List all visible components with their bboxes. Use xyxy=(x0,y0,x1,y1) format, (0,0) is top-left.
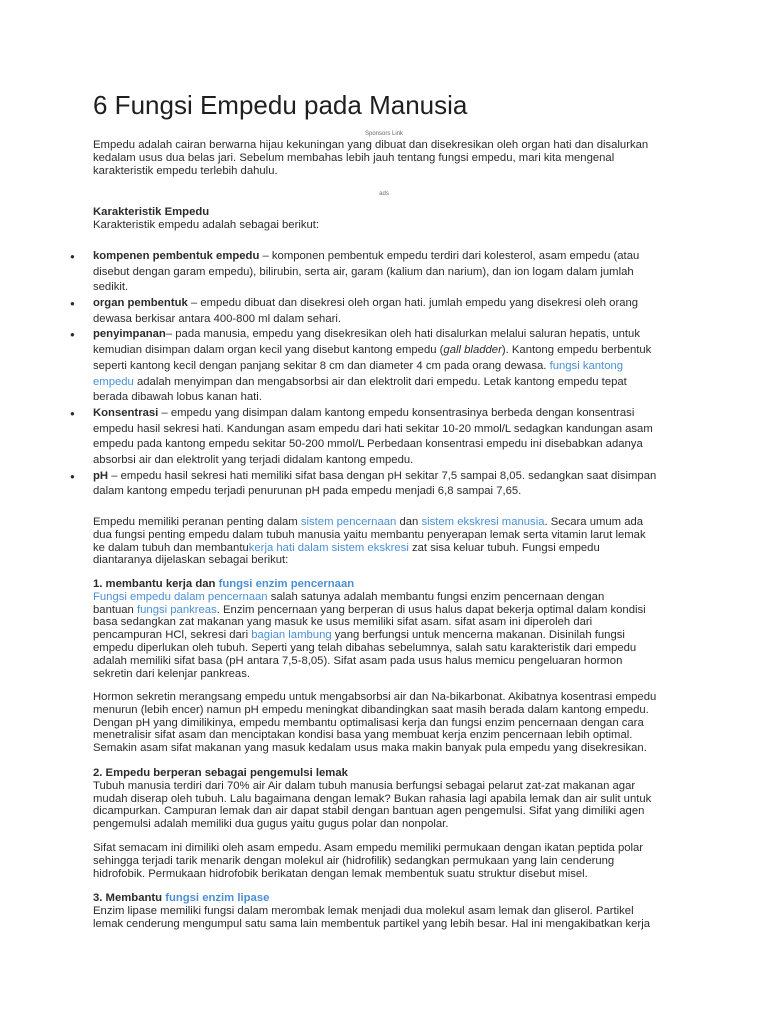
text-line: hidrofobik. Permukaan hidrofobik berikatan dengan lemak membentuk suatu struktur disebut misel. xyxy=(93,867,588,880)
role-paragraph: Empedu memiliki peranan penting dalam sistem pencernaan dan sistem ekskresi manusia. Secara umum ada dua fungsi penting empedu dalam tubuh manusia yaitu membantu penyerapan lemak serta vitamin larut lemak ke dalam tubuh dan membantukerja hati dalam sistem ekskresi zat sisa keluar tubuh. Fungsi empedu diantaranya dijelaskan sebagai berikut: xyxy=(93,516,675,567)
hormon-paragraph xyxy=(93,691,675,755)
text-line: pengemulsi adalah memiliki dua gugus yaitu gugus polar dan nonpolar. xyxy=(93,818,449,831)
link-bagian-lambung[interactable]: bagian lambung xyxy=(251,629,332,642)
bullet-icon: ● xyxy=(70,252,75,261)
list-term: organ pembentuk xyxy=(93,297,188,310)
characteristics-intro xyxy=(93,206,675,232)
sponsor-label: Sponsors Link xyxy=(364,131,404,137)
text-line: absorbsi air dan elektrolit yang terjadi didalam kantong empedu. xyxy=(93,453,414,466)
text-line: menurun (lebih encer) namun pH empedu meningkat dibandingkan saat masih berada dalam kantong empedu. xyxy=(93,703,649,716)
list-item: ● Konsentrasi – empedu yang disimpan dalam kantong empedu konsentrasinya berbeda dengan konsentrasi empedu hasil sekresi hati. Kandungan asam empedu dari hati sekitar 10-20 mmol/L sedagkan kandungan asam empedu pada kantong empedu sekitar 50-200 mmol/L Perbedaan konsentrasi empedu ini disebabkan adanya absorbsi air dan elektrolit yang terjadi didalam kantong empedu. xyxy=(70,406,675,469)
text-line: mudah diserap oleh tubuh. Lalu bagaimana dengan lemak? Bukan rahasia lagi apabila lemak dan air sulit untuk xyxy=(93,792,652,805)
text-line: karakteristik empedu terlebih dahulu. xyxy=(93,164,278,177)
text-line: dicampurkan. Campuran lemak dan air dapat stabil dengan bantuan agen pengemulsi. Sifat yang dimiliki agen xyxy=(93,805,645,818)
section-heading: 1. membantu kerja dan fungsi enzim pencernaan xyxy=(93,578,355,590)
text-line: Enzim lipase memiliki fungsi dalam merombak lemak menjadi dua molekul asam lemak dan gliserol. Partikel xyxy=(93,904,634,917)
text-line: Dengan pH yang dimilikinya, empedu membantu optimalisasi kerja dan fungsi enzim pencernaan dengan cara xyxy=(93,716,644,729)
page-title: 6 Fungsi Empedu pada Manusia xyxy=(93,90,468,120)
text-line: berada dibawah lobus kanan hati. xyxy=(93,391,262,404)
link-fungsi-kantong-empedu[interactable]: fungsi kantong xyxy=(549,359,624,372)
list-term: penyimpanan xyxy=(93,328,166,341)
sabun-paragraph xyxy=(93,842,675,880)
section-heading: Karakteristik Empedu xyxy=(93,206,210,218)
bullet-icon: ● xyxy=(70,471,75,481)
list-term: kompenen pembentuk empedu xyxy=(93,250,260,262)
text-line: sekretin dari kelenjar pankreas. xyxy=(93,667,250,680)
text-line: lemak cenderung mengumpul satu sama lain membentuk partikel yang lebih besar. Hal ini mengakibatkan kerja xyxy=(93,917,650,930)
text-line: sedikit. xyxy=(93,281,129,294)
link-kerja-hati[interactable]: kerja hati dalam sistem ekskresi xyxy=(248,541,409,554)
section-heading: 3. Membantu fungsi enzim lipase xyxy=(93,892,270,904)
list-term: pH xyxy=(93,469,109,482)
text-line: menetralisir sifat asam dan menciptakan kondisi basa yang membuat kerja enzim pencernaan lebih optimal. xyxy=(93,729,633,742)
text-line: empedu pada kantong empedu sekitar 50-200 mmol/L Perbedaan konsentrasi empedu ini disebabkan adanya xyxy=(93,438,643,451)
bullet-icon: ● xyxy=(70,408,75,418)
link-fungsi-empedu-pencernaan[interactable]: Fungsi empedu dalam pencernaan xyxy=(93,590,268,603)
ads-label: ads xyxy=(379,191,389,197)
text-line: Hormon sekretin merangsang empedu untuk mengabsorbsi air dan Na-bikarbonat. Akibatnya kosentrasi empedu xyxy=(93,691,657,703)
text-line: basa sedangkan zat makanan yang masuk ke usus memiliki sifat asam. sifat asam ini diperoleh dari xyxy=(93,616,593,629)
bullet-icon: ● xyxy=(70,330,75,340)
link-fungsi-enzim-pencernaan[interactable]: fungsi enzim pencernaan xyxy=(218,578,355,590)
link-fungsi-pankreas[interactable]: fungsi pankreas xyxy=(136,603,217,616)
bullet-icon: ● xyxy=(70,299,75,309)
list-item: ● penyimpanan– pada manusia, empedu yang disekresikan oleh hati disalurkan melalui saluran hepatis, untuk kemudian disimpan dalam organ kecil yang disebut kantong empedu (gall bladder). Kantong empedu berbentuk seperti kantong kecil dengan panjang sekitar 8 cm dan diameter 4 cm pada orang dewasa. fungsi kantong empedu adalah menyimpan dan mengabsorbsi air dan elektrolit dari empedu. Letak kantong empedu tepat berada dibawah lobus kanan hati. xyxy=(70,327,675,405)
section-1: 1. membantu kerja dan fungsi enzim pencernaan Fungsi empedu dalam pencernaan salah satunya adalah membantu fungsi enzim pencernaan dengan bantuan fungsi pankreas. Enzim pencernaan yang berperan di usus halus dapat bekerja optimal dalam kondisi basa sedangkan zat makanan yang masuk ke usus memiliki sifat asam. sifat asam ini diperoleh dari pencampuran HCl, sekresi dari bagian lambung yang berfungsi untuk mencerna makanan. Disinilah fungsi empedu diperlukan oleh tubuh. Seperti yang telah dibahas sebelumnya, salah satu karakteristik dari empedu adalah memiliki sifat basa (pH antara 7,5-8,05). Sifat asam pada usus halus memicu pengeluaran hormon sekretin dari kelenjar pankreas. xyxy=(93,578,675,680)
list-item: ● pH – empedu hasil sekresi hati memiliki sifat basa dengan pH sekitar 7,5 sampai 8,05. sedangkan saat disimpan dalam kantong empedu terjadi penurunan pH pada empedu menjadi 6,8 sampai 7,65. xyxy=(70,469,675,500)
list-term: Konsentrasi xyxy=(93,406,159,419)
text-line: dua fungsi penting empedu dalam tubuh manusia yaitu membantu penyerapan lemak serta vitamin larut lemak xyxy=(93,528,646,541)
list-item: ● organ pembentuk – empedu dibuat dan disekresi oleh organ hati. jumlah empedu yang disekresi oleh orang dewasa berkisar antara 400-800 ml dalam sehari. xyxy=(70,296,675,327)
text-line: dalam kantong empedu terjadi penurunan pH pada empedu menjadi 6,8 sampai 7,65. xyxy=(93,485,522,498)
text-line: Karakteristik empedu adalah sebagai berikut: xyxy=(93,218,320,231)
text-line: Sifat semacam ini dimiliki oleh asam empedu. Asam empedu memiliki permukaan dengan ikatan peptida polar xyxy=(93,842,644,854)
text-line: empedu hasil sekresi hati. Kandungan asam empedu dari hati sekitar 10-20 mmol/L sedagkan kandungan asam xyxy=(93,422,653,435)
text-line: disebut dengan garam empedu), bilirubin, serta air, garam (kalium dan narium), dan ion logam dalam jumlah xyxy=(93,265,634,278)
text-line: Empedu adalah cairan berwarna hijau kekuningan yang dibuat dan disekresikan oleh organ hati dan disalurkan xyxy=(93,139,649,151)
list-item: ● kompenen pembentuk empedu – komponen pembentuk empedu terdiri dari kolesterol, asam empedu (atau disebut dengan garam empedu), bilirubin, serta air, garam (kalium dan narium), dan ion logam dalam jumlah sedikit. xyxy=(70,249,675,296)
section-3 xyxy=(93,892,675,930)
section-2 xyxy=(93,767,675,831)
intro-paragraph xyxy=(93,139,675,177)
text-line: diantaranya dijelaskan sebagai berikut: xyxy=(93,554,289,567)
link-sistem-pencernaan[interactable]: sistem pencernaan xyxy=(300,516,397,528)
text-line: kedalam usus dua belas jari. Sebelum membahas lebih jauh tentang fungsi empedu, mari kita mengenal xyxy=(93,151,615,164)
text-line: Tubuh manusia terdiri dari 70% air Air dalam tubuh manusia berfungsi sebagai pelarut zat-zat makanan agar xyxy=(93,779,636,792)
text-line: empedu diperlukan oleh tubuh. Seperti yang telah dibahas sebelumnya, salah satu karakteristik dari empedu xyxy=(93,641,637,654)
characteristics-list xyxy=(70,249,675,500)
italic-term: gall bladder xyxy=(443,344,502,357)
text-line: dewasa berkisar antara 400-800 ml dalam sehari. xyxy=(93,312,342,325)
link-fungsi-enzim-lipase[interactable]: fungsi enzim lipase xyxy=(165,892,270,904)
text-line: adalah memiliki sifat basa (pH antara 7,5-8,05). Sifat asam pada usus halus memicu pengeluaran hormon xyxy=(93,654,623,667)
text-line: Semakin asam sifat makanan yang masuk kedalam usus maka makin banyak pula empedu yang disekresikan. xyxy=(93,742,647,755)
link-sistem-ekskresi-manusia[interactable]: sistem ekskresi manusia xyxy=(421,516,545,528)
link-fungsi-kantong-empedu-cont[interactable]: empedu xyxy=(93,375,134,388)
section-heading: 2. Empedu berperan sebagai pengemulsi lemak xyxy=(93,767,348,779)
text-line: sehingga terjadi tarik menarik dengan molekul air (hidrofilik) sedangkan permukaan yang lain cenderung xyxy=(93,854,615,867)
